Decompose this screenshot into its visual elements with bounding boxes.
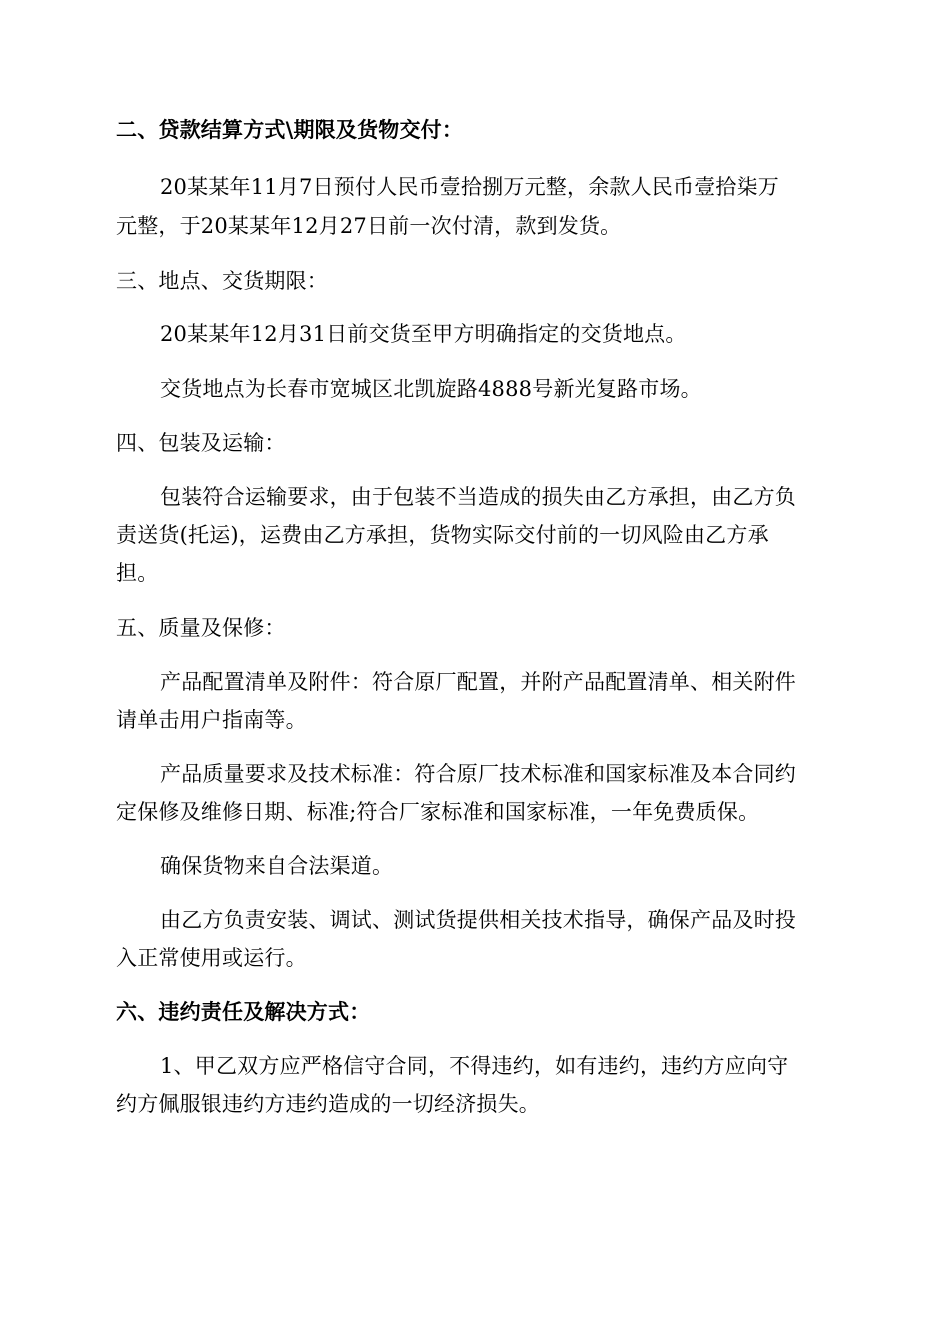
paragraph-line: 产品配置清单及附件：符合原厂配置，并附产品配置清单、相关附件 (160, 670, 796, 694)
paragraph-line: 担。 (116, 561, 159, 585)
paragraph-line: 20某某年11月7日预付人民币壹拾捌万元整，余款人民币壹拾柒万 (160, 175, 780, 199)
paragraph-line: 20某某年12月31日前交货至甲方明确指定的交货地点。 (160, 322, 687, 346)
section-heading-liability: 六、违约责任及解决方式： (116, 1000, 371, 1024)
paragraph-line: 包装符合运输要求，由于包装不当造成的损失由乙方承担，由乙方负 (160, 485, 796, 509)
paragraph-line: 责送货(托运)，运费由乙方承担，货物实际交付前的一切风险由乙方承 (116, 523, 769, 547)
paragraph-line: 由乙方负责安装、调试、测试货提供相关技术指导，确保产品及时投 (160, 908, 796, 932)
paragraph-line: 产品质量要求及技术标准：符合原厂技术标准和国家标准及本合同约 (160, 762, 796, 786)
section-heading-payment: 二、贷款结算方式\期限及货物交付： (116, 118, 464, 142)
paragraph-line: 定保修及维修日期、标准;符合厂家标准和国家标准，一年免费质保。 (116, 800, 760, 824)
paragraph-line: 1、甲乙双方应严格信守合同，不得违约，如有违约，违约方应向守 (160, 1054, 789, 1078)
paragraph-line: 元整，于20某某年12月27日前一次付清，款到发货。 (116, 214, 622, 238)
paragraph-line: 交货地点为长春市宽城区北凯旋路4888号新光复路市场。 (160, 377, 702, 401)
paragraph-line: 入正常使用或运行。 (116, 946, 307, 970)
section-heading-delivery: 三、地点、交货期限： (116, 269, 328, 293)
paragraph-line: 请单击用户指南等。 (116, 708, 307, 732)
paragraph-line: 确保货物来自合法渠道。 (160, 854, 394, 878)
section-heading-packaging: 四、包装及运输： (116, 431, 286, 455)
paragraph-line: 约方佩服银违约方违约造成的一切经济损失。 (116, 1092, 540, 1116)
section-heading-quality: 五、质量及保修： (116, 616, 286, 640)
